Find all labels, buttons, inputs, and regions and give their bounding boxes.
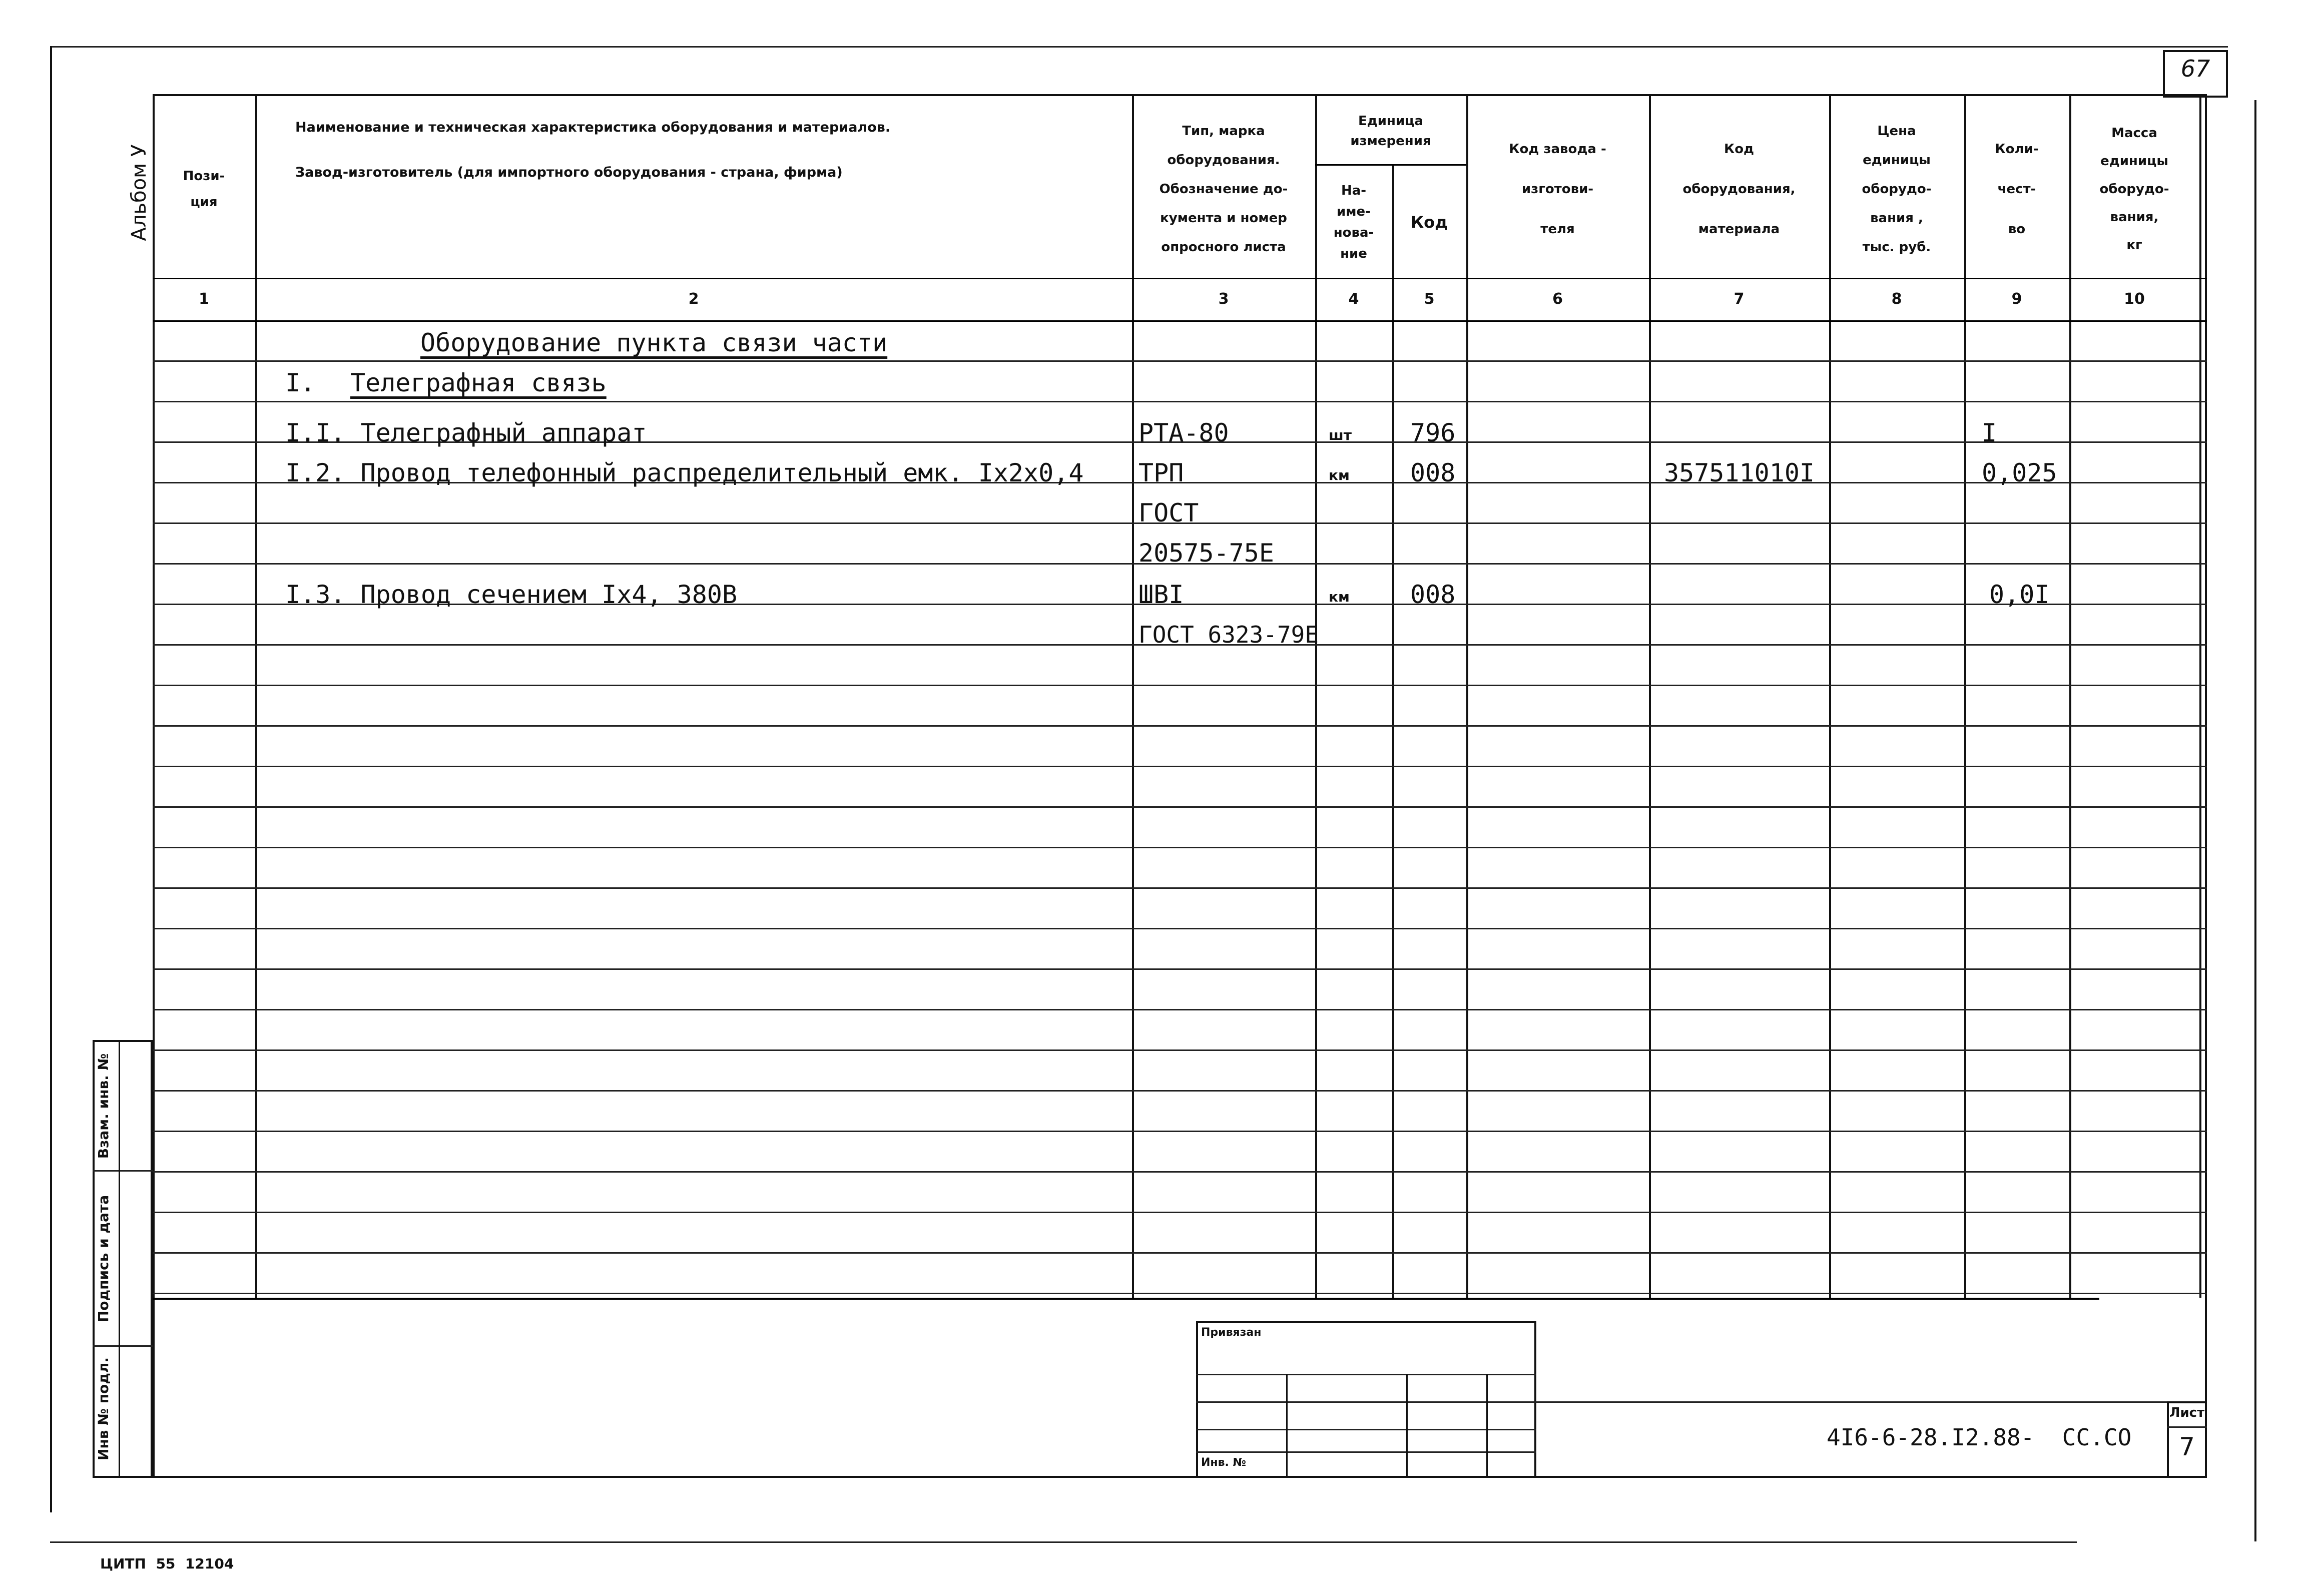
table-row-line <box>153 928 2207 929</box>
header-unit: Единица измерения <box>1350 113 1431 149</box>
column-number-6: 6 <box>1552 290 1563 308</box>
side-stamp-replaced-inv: Взам. инв. № <box>95 1053 112 1159</box>
binding-col-1 <box>1286 1374 1288 1478</box>
outer-frame-right <box>2254 100 2256 1541</box>
header-quantity: Коли- чест- во <box>1995 141 2039 237</box>
album-label: Альбом У <box>128 144 151 241</box>
table-row-line <box>153 360 2207 362</box>
header-unit-mass: Масса единицы оборудо- вания, кг <box>2099 125 2169 253</box>
table-row-line <box>153 1049 2207 1051</box>
table-row-line <box>153 1293 2207 1294</box>
header-position: Пози- ция <box>183 168 225 210</box>
item-3-type: ШВI <box>1138 580 1184 609</box>
binding-row-4 <box>1196 1451 1536 1453</box>
page-number: 67 <box>2180 55 2210 82</box>
header-equipment-code: Код оборудования, материала <box>1682 141 1796 237</box>
header-name: Наименование и техническая характеристика оборудования и материалов. Завод-изготовитель (для импортного оборудования - страна, фирма) <box>295 120 891 180</box>
col-line-4 <box>1392 165 1394 1298</box>
document-code: 4I6-6-28.I2.88- СС.СО <box>1827 1424 2132 1451</box>
side-stamp-signature-date: Подпись и дата <box>95 1195 112 1323</box>
item-3-unit-code: 008 <box>1410 580 1456 609</box>
binding-stamp <box>1196 1321 1536 1478</box>
binding-row-3 <box>1196 1429 1536 1430</box>
table-row-line <box>153 401 2207 402</box>
binding-col-2 <box>1406 1374 1408 1478</box>
sheet-label: Лист <box>2169 1405 2205 1420</box>
table-row-line <box>153 887 2207 889</box>
section-number: I. <box>285 368 316 397</box>
sheet-box-divider <box>2167 1426 2207 1428</box>
column-number-9: 9 <box>2011 290 2022 308</box>
column-number-5: 5 <box>1424 290 1435 308</box>
subsection-title: Телеграфная связь <box>350 368 607 397</box>
column-number-2: 2 <box>688 290 699 308</box>
binding-row-1 <box>1196 1374 1536 1375</box>
binding-inv-label: Инв. № <box>1201 1456 1247 1469</box>
outer-frame-left <box>50 46 52 1512</box>
column-number-3: 3 <box>1218 290 1229 308</box>
outer-frame-top <box>50 46 2228 48</box>
table-row-line <box>153 847 2207 848</box>
column-number-10: 10 <box>2124 290 2145 308</box>
item-1-type: РТА-80 <box>1138 418 1229 447</box>
header-bottom-line <box>153 278 2207 279</box>
table-row-line <box>153 968 2207 970</box>
item-2-name: I.2. Провод телефонный распределительный емк. Iх2х0,4 <box>285 458 1084 487</box>
table-row-line <box>153 1252 2207 1254</box>
column-number-8: 8 <box>1891 290 1902 308</box>
doc-code-top-line <box>1536 1401 2207 1403</box>
binding-col-3 <box>1486 1374 1488 1478</box>
table-row-line <box>153 1090 2207 1092</box>
item-2-unit: км <box>1329 467 1350 483</box>
table-row-line <box>153 806 2207 808</box>
column-number-7: 7 <box>1734 290 1745 308</box>
header-unit-code: Код <box>1411 212 1448 232</box>
table-row-line <box>153 685 2207 686</box>
side-stamp-inv-original: Инв № подл. <box>95 1357 112 1461</box>
item-1-name: I.I. Телеграфный аппарат <box>285 418 647 447</box>
header-factory-code: Код завода - изготови- теля <box>1509 141 1606 237</box>
column-number-4: 4 <box>1348 290 1359 308</box>
col-line-10 <box>2199 94 2201 1298</box>
binding-row-2 <box>1196 1401 1536 1403</box>
footer-stamp: ЦИТП 55 12104 <box>100 1555 234 1572</box>
item-2-equipment-code: 357511010I <box>1664 458 1815 487</box>
item-3-name: I.3. Провод сечением Iх4, 380В <box>285 580 738 609</box>
item-3-standard: ГОСТ 6323-79Е <box>1138 621 1319 648</box>
header-unit-price: Цена единицы оборудо- вания , тыс. руб. <box>1862 123 1932 255</box>
side-stamp-inner <box>119 1040 120 1478</box>
side-stamp-div-1 <box>93 1170 153 1172</box>
bottom-long-line <box>50 1541 2077 1543</box>
colnum-bottom-line <box>153 320 2207 322</box>
table-body-bottom <box>153 1298 2099 1300</box>
item-2-standard: ГОСТ <box>1138 498 1199 527</box>
item-1-quantity: I <box>1982 418 1997 447</box>
item-2-type: ТРП <box>1138 458 1184 487</box>
column-number-1: 1 <box>199 290 209 308</box>
header-type: Тип, марка оборудования. Обозначение до- кумента и номер опросного листа <box>1159 123 1288 255</box>
binding-stamp-label: Привязан <box>1201 1326 1262 1339</box>
item-2-standard-number: 20575-75Е <box>1138 539 1274 568</box>
table-row-line <box>153 1131 2207 1132</box>
table-row-line <box>153 1212 2207 1213</box>
item-3-unit: км <box>1329 589 1350 605</box>
section-title: Оборудование пункта связи части <box>420 328 888 357</box>
item-2-unit-code: 008 <box>1410 458 1456 487</box>
col-line-1 <box>255 94 257 1298</box>
item-1-unit: шт <box>1329 427 1352 443</box>
unit-subheader-line <box>1315 164 1466 166</box>
item-1-unit-code: 796 <box>1410 418 1456 447</box>
header-unit-name: На- име- нова- ние <box>1333 183 1374 261</box>
sheet-number: 7 <box>2179 1432 2195 1461</box>
item-2-quantity: 0,025 <box>1982 458 2057 487</box>
item-3-quantity: 0,0I <box>1989 580 2050 609</box>
table-row-line <box>153 1171 2207 1173</box>
table-row-line <box>153 766 2207 767</box>
table-row-line <box>153 1009 2207 1010</box>
table-row-line <box>153 725 2207 727</box>
